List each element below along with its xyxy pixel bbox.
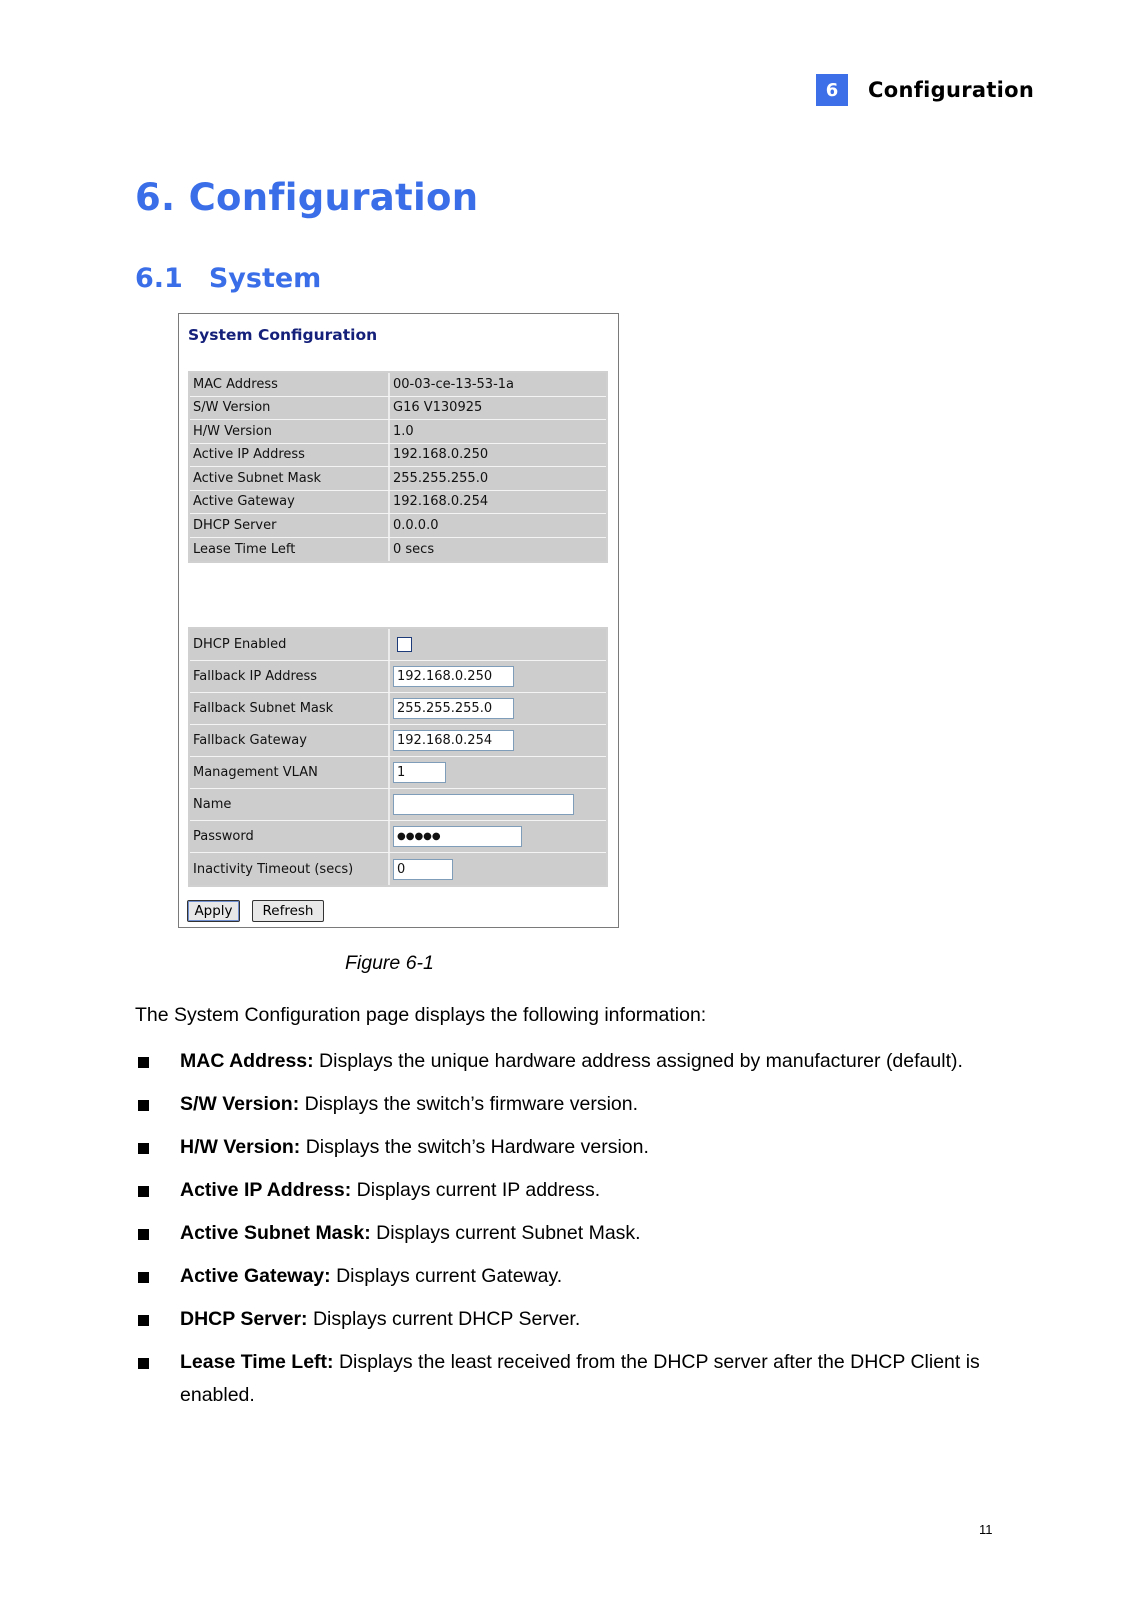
row-label: Active Subnet Mask <box>190 467 390 490</box>
figure-caption: Figure 6-1 <box>345 952 434 974</box>
item-term: H/W Version: <box>180 1136 301 1158</box>
row-value: G16 V130925 <box>390 397 606 420</box>
intro-paragraph: The System Configuration page displays the following information: <box>135 1004 707 1026</box>
table-row <box>190 397 606 421</box>
dhcp-enabled-label: DHCP Enabled <box>190 629 390 660</box>
square-bullet-icon <box>138 1315 149 1326</box>
chapter-heading: 6. Configuration <box>135 176 479 219</box>
square-bullet-icon <box>138 1057 149 1068</box>
row-value: 192.168.0.254 <box>390 491 606 514</box>
row-label: Active Gateway <box>190 491 390 514</box>
item-term: Active IP Address: <box>180 1179 352 1201</box>
square-bullet-icon <box>138 1186 149 1197</box>
row-value: 1.0 <box>390 420 606 443</box>
dhcp-enabled-checkbox[interactable] <box>397 637 412 652</box>
row-label: DHCP Server <box>190 514 390 537</box>
status-table <box>188 371 608 563</box>
item-term: DHCP Server: <box>180 1308 308 1330</box>
name-input[interactable] <box>393 794 574 815</box>
fallback-ip-label: Fallback IP Address <box>190 661 390 692</box>
fallback-subnet-mask-label: Fallback Subnet Mask <box>190 693 390 724</box>
screenshot-title: System Configuration <box>188 326 378 344</box>
table-row <box>190 693 606 725</box>
table-row <box>190 420 606 444</box>
table-row <box>190 467 606 491</box>
item-term: S/W Version: <box>180 1093 300 1115</box>
apply-button[interactable]: Apply <box>187 900 240 922</box>
chapter-header-title: Configuration <box>868 78 1035 102</box>
table-row <box>190 444 606 468</box>
list-item <box>135 1131 995 1164</box>
table-row <box>190 629 606 661</box>
password-input[interactable]: ●●●●● <box>393 826 522 847</box>
password-label: Password <box>190 821 390 852</box>
management-vlan-label: Management VLAN <box>190 757 390 788</box>
chapter-number-badge: 6 <box>816 74 848 106</box>
row-value: 192.168.0.250 <box>390 444 606 467</box>
table-row <box>190 373 606 397</box>
table-row <box>190 661 606 693</box>
list-item <box>135 1174 995 1207</box>
square-bullet-icon <box>138 1100 149 1111</box>
item-description: Displays the switch’s Hardware version. <box>300 1136 649 1158</box>
row-value: 00-03-ce-13-53-1a <box>390 373 606 396</box>
chapter-header <box>816 74 1034 106</box>
refresh-button[interactable]: Refresh <box>252 900 324 922</box>
item-description: Displays current DHCP Server. <box>307 1308 581 1330</box>
fallback-gateway-input[interactable]: 192.168.0.254 <box>393 730 514 751</box>
list-item <box>135 1088 995 1121</box>
system-configuration-screenshot <box>178 313 619 928</box>
item-description: Displays the switch’s firmware version. <box>299 1093 639 1115</box>
item-term: MAC Address: <box>180 1050 314 1072</box>
list-item <box>135 1217 995 1250</box>
inactivity-timeout-label: Inactivity Timeout (secs) <box>190 853 390 885</box>
section-number: 6.1 <box>135 263 183 294</box>
inactivity-timeout-input[interactable]: 0 <box>393 859 453 880</box>
table-row <box>190 538 606 562</box>
table-row <box>190 757 606 789</box>
table-row <box>190 789 606 821</box>
fallback-gateway-label: Fallback Gateway <box>190 725 390 756</box>
config-table <box>188 627 608 887</box>
table-row <box>190 491 606 515</box>
row-label: H/W Version <box>190 420 390 443</box>
list-item <box>135 1045 995 1078</box>
row-label: Lease Time Left <box>190 538 390 562</box>
item-description: Displays the unique hardware address assigned by manufacturer (default). <box>313 1050 963 1072</box>
row-label: S/W Version <box>190 397 390 420</box>
row-value: 0 secs <box>390 538 606 562</box>
row-label: Active IP Address <box>190 444 390 467</box>
table-row <box>190 514 606 538</box>
field-description-list <box>135 1045 995 1422</box>
row-label: MAC Address <box>190 373 390 396</box>
table-row <box>190 853 606 885</box>
row-value: 255.255.255.0 <box>390 467 606 490</box>
page-number: 11 <box>979 1522 993 1537</box>
table-row <box>190 821 606 853</box>
list-item <box>135 1303 995 1336</box>
item-description: Displays the least received from the DHCP server after the DHCP Client is enabled. <box>180 1351 980 1406</box>
item-term: Lease Time Left: <box>180 1351 334 1373</box>
square-bullet-icon <box>138 1229 149 1240</box>
fallback-ip-input[interactable]: 192.168.0.250 <box>393 666 514 687</box>
square-bullet-icon <box>138 1272 149 1283</box>
section-title: System <box>208 263 322 294</box>
name-label: Name <box>190 789 390 820</box>
list-item <box>135 1260 995 1293</box>
management-vlan-input[interactable]: 1 <box>393 762 446 783</box>
item-term: Active Subnet Mask: <box>180 1222 371 1244</box>
row-value: 0.0.0.0 <box>390 514 606 537</box>
section-heading <box>135 263 321 294</box>
item-description: Displays current Subnet Mask. <box>370 1222 641 1244</box>
square-bullet-icon <box>138 1143 149 1154</box>
item-description: Displays current Gateway. <box>330 1265 563 1287</box>
list-item <box>135 1346 995 1412</box>
item-description: Displays current IP address. <box>351 1179 601 1201</box>
fallback-subnet-mask-input[interactable]: 255.255.255.0 <box>393 698 514 719</box>
item-term: Active Gateway: <box>180 1265 331 1287</box>
table-row <box>190 725 606 757</box>
square-bullet-icon <box>138 1358 149 1369</box>
